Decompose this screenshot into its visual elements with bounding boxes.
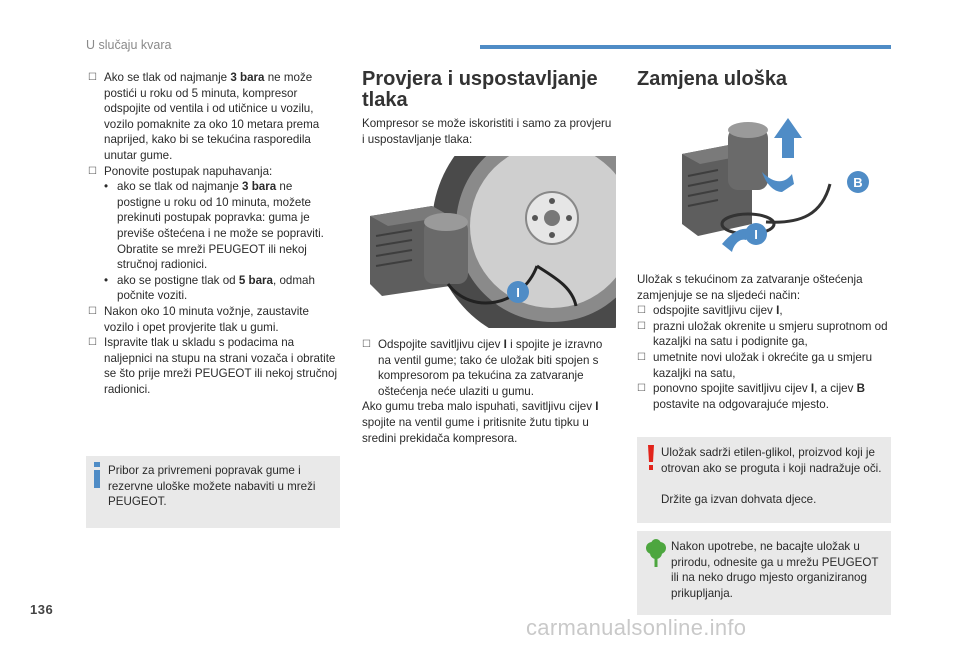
tree-eco-icon bbox=[645, 539, 667, 569]
figure-label-i: I bbox=[754, 227, 758, 242]
section-title: U slučaju kvara bbox=[86, 38, 172, 52]
checkbox-bullet-icon: ☐ bbox=[88, 337, 97, 349]
checkbox-bullet-icon: ☐ bbox=[637, 320, 646, 332]
section-heading: Zamjena uloška bbox=[637, 68, 788, 90]
sub-list-item: • ako se tlak od najmanje 3 bara ne postigne u roku od 10 minuta, možete prekinuti postupak popravka: guma je previše oštećena i ne može se popraviti. Obratite se mreži PEUGEOT ili nekoj stručnoj radionici. bbox=[104, 180, 324, 272]
list-item: ☐ Nakon oko 10 minuta vožnje, zaustavite vozilo i opet provjerite tlak u gumi. bbox=[88, 304, 309, 334]
intro-text: Uložak s tekućinom za zatvaranje oštećenja zamjenjuje se na sljedeći način: bbox=[637, 273, 863, 302]
warning-box: Uložak sadrži etilen-glikol, proizvod koji je otrovan ako se proguta i koji nadražuje oči. Držite ga izvan dohvata djece. bbox=[637, 437, 891, 523]
warning-exclamation-icon bbox=[647, 445, 655, 471]
page-number: 136 bbox=[30, 602, 54, 617]
checkbox-bullet-icon: ☐ bbox=[88, 72, 97, 83]
sub-list-item: • ako se postigne tlak od 5 bara, odmah počnite voziti. bbox=[104, 273, 315, 303]
list-item: ☐ umetnite novi uložak i okrećite ga u smjeru kazaljki na satu, bbox=[637, 350, 873, 380]
figure-label-b: B bbox=[853, 175, 863, 190]
environment-box: Nakon upotrebe, ne bacajte uložak u prirodu, odnesite ga u mrežu PEUGEOT ili na neko drugo mjesto organiziranog prikupljanja. bbox=[637, 531, 891, 615]
list-item: ☐ Ispravite tlak u skladu s podacima na naljepnici na stupu na strani vozača i obratite se što prije mreži PEUGEOT ili nekoj stručnoj radionici. bbox=[88, 336, 338, 396]
watermark: carmanualsonline.info bbox=[526, 615, 747, 640]
checkbox-bullet-icon: ☐ bbox=[88, 165, 97, 177]
checkbox-bullet-icon: ☐ bbox=[637, 305, 646, 317]
figure-label: I bbox=[516, 285, 520, 300]
list-item: ☐ odspojite savitljivu cijev I, bbox=[637, 304, 783, 318]
section-heading: Provjera i uspostavljanje tlaka bbox=[362, 68, 598, 111]
list-item: ☐ prazni uložak okrenite u smjeru suprotnom od kazaljki na satu i podignite ga, bbox=[637, 319, 888, 349]
compressor-wheel-illustration bbox=[362, 156, 616, 328]
list-item: ☐ Ako se tlak od najmanje 3 bara ne može postići u roku od 5 minuta, kompresor odspojite od ventila i od utičnice u vozilu, vozilo pomaknite za oko 10 metara prema naprijed, kako bi se tekućina rasporedila unutar gume. bbox=[88, 71, 320, 162]
list-item: ☐ Ponovite postupak napuhavanja: bbox=[88, 164, 273, 178]
checkbox-bullet-icon: ☐ bbox=[362, 339, 371, 350]
header-accent-bar bbox=[480, 45, 891, 49]
cartridge-replacement-illustration bbox=[662, 114, 872, 264]
info-icon bbox=[94, 462, 100, 488]
column-left bbox=[88, 70, 338, 397]
paragraph: Ako gumu treba malo ispuhati, savitljivu cijev I spojite na ventil gume i pritisnite žutu tipku u sredini prekidača kompresora. bbox=[362, 400, 599, 445]
info-box: Pribor za privremeni popravak gume i rezervne uloške možete nabaviti u mreži PEUGEOT. bbox=[86, 456, 340, 528]
list-item: ☐ ponovno spojite savitljivu cijev I, a cijev B postavite na odgovarajuće mjesto. bbox=[637, 382, 866, 411]
intro-text: Kompresor se može iskoristiti i samo za provjeru i uspostavljanje tlaka: bbox=[362, 117, 612, 146]
checkbox-bullet-icon: ☐ bbox=[637, 351, 646, 363]
checkbox-bullet-icon: ☐ bbox=[637, 383, 646, 395]
checkbox-bullet-icon: ☐ bbox=[88, 305, 97, 317]
list-item: ☐ Odspojite savitljivu cijev I i spojite je izravno na ventil gume; tako će uložak biti spojen s kompresorom pa tekućina za zatvaranje oštećenja neće ulaziti u gumu. bbox=[362, 338, 603, 398]
